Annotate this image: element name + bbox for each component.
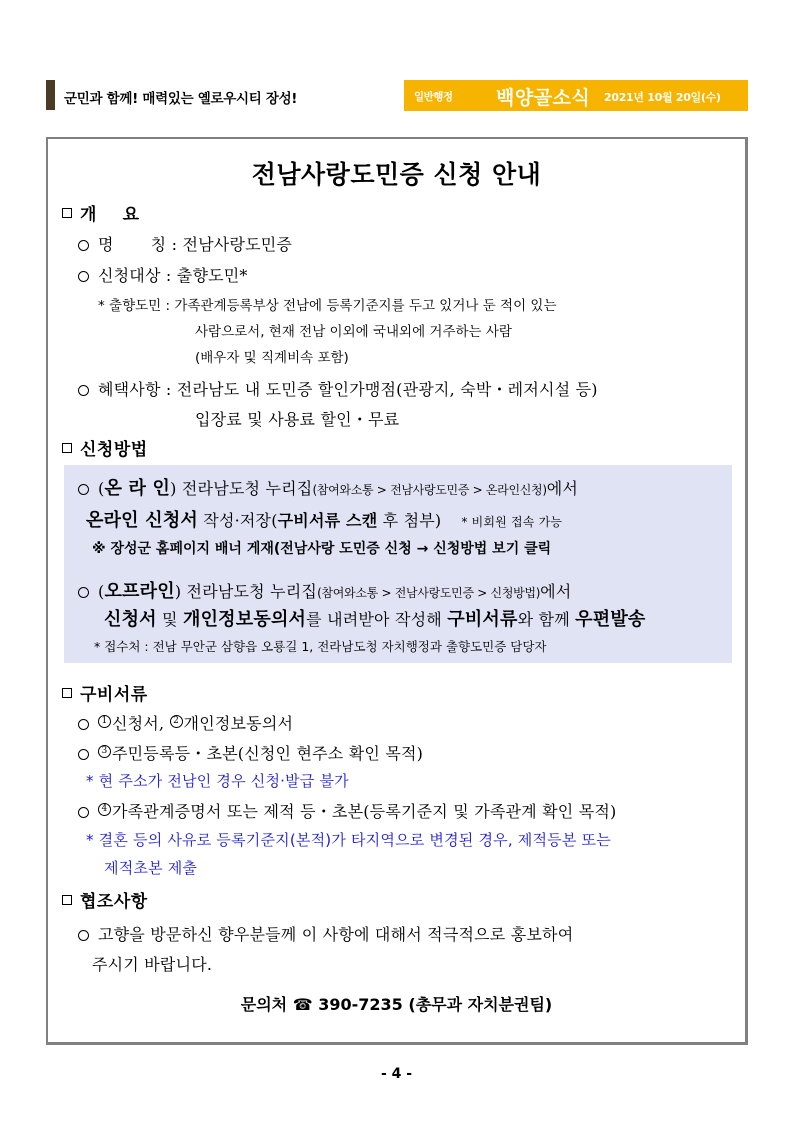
- header-slogan: 군민과 함께! 매력있는 옐로우시티 장성!: [64, 91, 298, 107]
- header-newsletter-name: 백양골소식: [496, 87, 591, 109]
- circle-bullet-icon: [78, 930, 89, 941]
- documents-row1: 1 신청서, 2 개인정보동의서: [78, 711, 293, 734]
- cooperation-line2: 주시기 바랍니다.: [92, 955, 213, 974]
- overview-note-line1: * 출향도민 : 가족관계등록부상 전남에 등록기준지를 두고 있거나 둔 적이 있는: [98, 298, 557, 314]
- documents-note2-line2: 제적초본 제출: [104, 859, 198, 877]
- header-date: 2021년 10월 20일(수): [604, 91, 721, 104]
- circle-bullet-icon: [78, 385, 89, 396]
- square-bullet-icon: [62, 688, 72, 698]
- section-overview-heading: 개 요: [62, 200, 140, 225]
- contact-phone: 390-7235: [318, 995, 403, 1014]
- circle-bullet-icon: [78, 587, 89, 598]
- circle-bullet-icon: [78, 719, 89, 730]
- header-category: 일반행정: [414, 91, 453, 103]
- contact-line: 문의처 ☎ 390-7235 (총무과 자치분권팀): [240, 995, 553, 1014]
- documents-note2-line1: * 결혼 등의 사유로 등록기준지(본적)가 타지역으로 변경된 경우, 제적등본 또는: [86, 831, 611, 849]
- documents-row2: 3 주민등록등・초본(신청인 현주소 확인 목적): [78, 741, 423, 764]
- circle-bullet-icon: [78, 749, 89, 760]
- circle-bullet-icon: [78, 807, 89, 818]
- overview-benefit-line2: 입장료 및 사용료 할인・무료: [195, 410, 400, 429]
- overview-note-line3: (배우자 및 직계비속 포함): [195, 350, 349, 366]
- section-method-heading: 신청방법: [62, 435, 148, 460]
- method-online-line2: 온라인 신청서 작성·저장(구비서류 스캔 후 첨부) * 비회원 접속 가능: [86, 510, 563, 531]
- square-bullet-icon: [62, 208, 72, 218]
- offline-label: 오프라인: [104, 581, 175, 602]
- cooperation-line1: 고향을 방문하신 향우분들께 이 사항에 대해서 적극적으로 홍보하여: [78, 922, 573, 945]
- overview-benefit-row: 혜택사항 : 전라남도 내 도민증 할인가맹점(관광지, 숙박・레저시설 등): [78, 377, 598, 400]
- header-accent-bar: [46, 80, 55, 110]
- contact-dept: (총무과 자치분권팀): [408, 995, 553, 1014]
- page-number: - 4 -: [380, 1066, 413, 1082]
- overview-name-row: 명 칭 : 전남사랑도민증: [78, 232, 292, 255]
- method-offline-line2: 신청서 및 개인정보동의서를 내려받아 작성해 구비서류와 함께 우편발송: [104, 609, 646, 630]
- method-online-line1: (온 라 인) 전라남도청 누리집(참여와소통 > 전남사랑도민증 > 온라인신청)에서: [78, 474, 578, 500]
- circle-bullet-icon: [78, 271, 89, 282]
- square-bullet-icon: [62, 443, 72, 453]
- method-offline-line1: (오프라인) 전라남도청 누리집(참여와소통 > 전남사랑도민증 > 신청방법)에서: [78, 577, 571, 603]
- method-offline-note: * 접수처 : 전남 무안군 삼향읍 오룡길 1, 전라남도청 자치행정과 출향도민증 담당자: [94, 639, 547, 654]
- method-online-banner: ※ 장성군 홈페이지 배너 게재(전남사랑 도민증 신청 → 신청방법 보기 클릭: [92, 541, 552, 557]
- notice-frame: [46, 137, 748, 1045]
- square-bullet-icon: [62, 895, 72, 905]
- page-title: 전남사랑도민증 신청 안내: [251, 160, 542, 189]
- overview-target-row: 신청대상 : 출향도민*: [78, 263, 248, 286]
- documents-note1: * 현 주소가 전남인 경우 신청·발급 불가: [86, 772, 349, 790]
- overview-note-line2: 사람으로서, 현재 전남 이외에 국내외에 거주하는 사람: [195, 324, 512, 340]
- phone-icon: ☎: [292, 995, 313, 1014]
- section-documents-heading: 구비서류: [62, 680, 148, 705]
- circle-bullet-icon: [78, 484, 89, 495]
- online-label: 온 라 인: [104, 478, 171, 499]
- header-newsletter-box: [404, 80, 748, 111]
- section-cooperation-heading: 협조사항: [62, 887, 148, 912]
- circle-bullet-icon: [78, 240, 89, 251]
- documents-row3: 4 가족관계증명서 또는 제적 등・초본(등록기준지 및 가족관계 확인 목적): [78, 799, 616, 822]
